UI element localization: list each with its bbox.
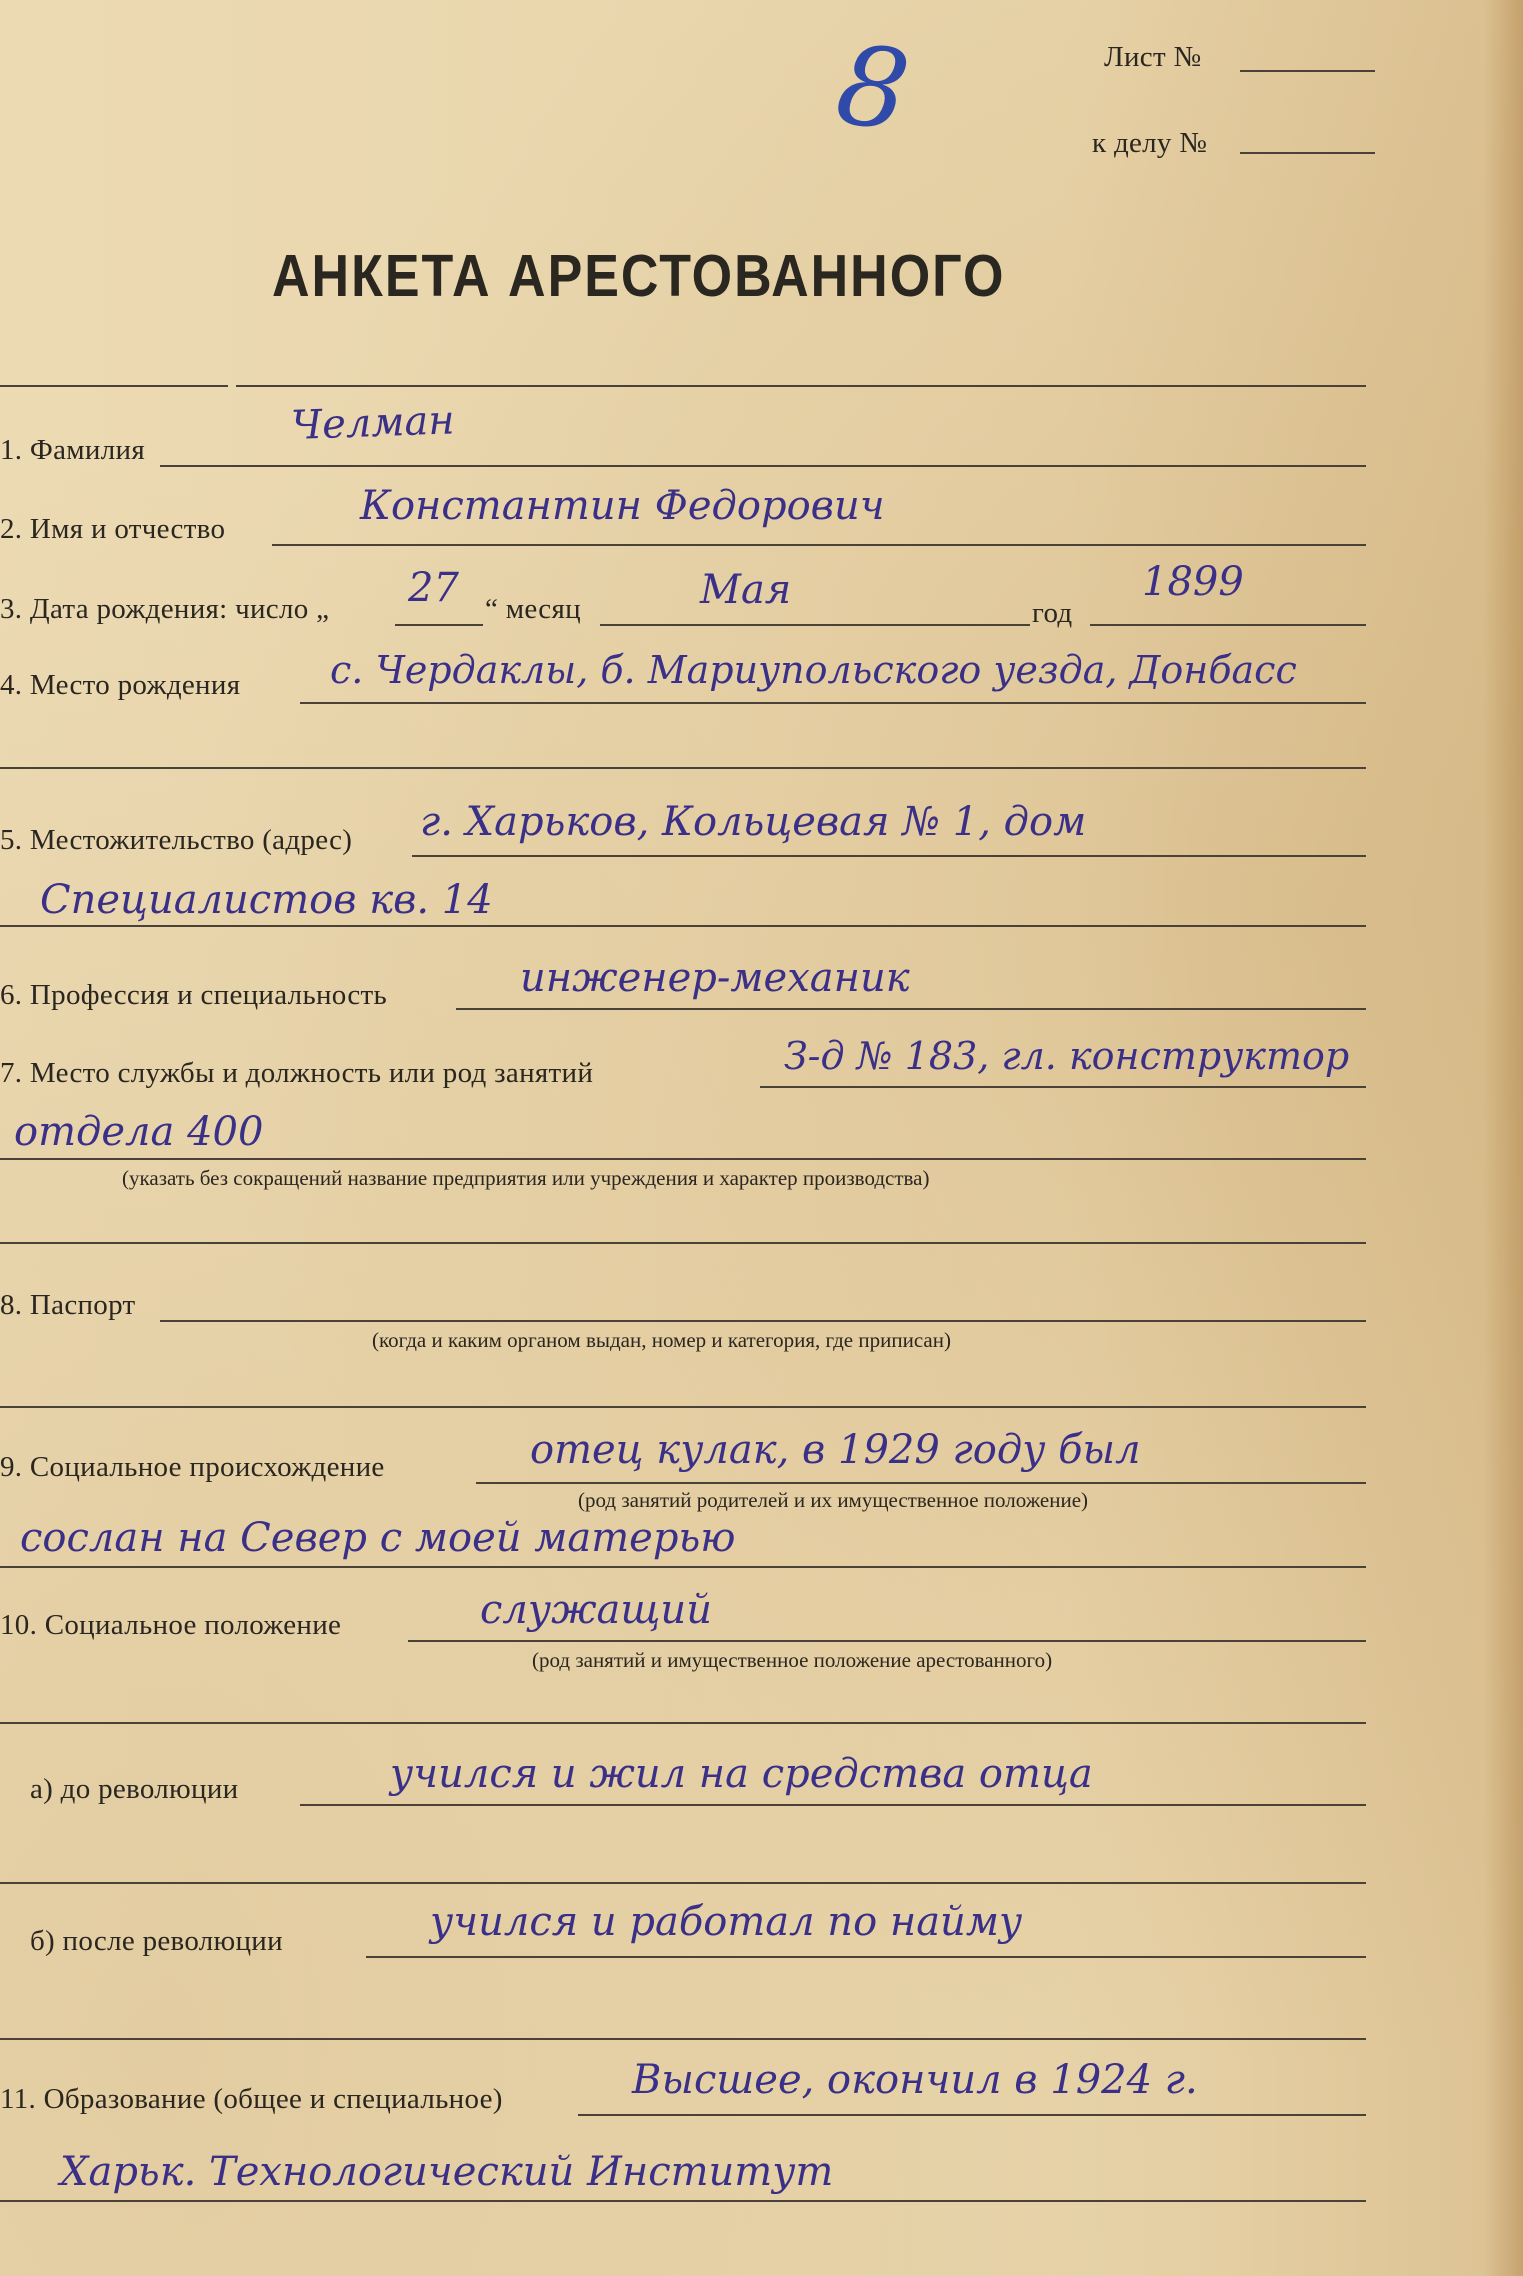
case-label: к делу №	[1092, 127, 1208, 159]
field-9-hint: (род занятий родителей и их имущественное положение)	[578, 1488, 1089, 1512]
field-10a-line	[300, 1804, 1366, 1806]
field-6-line	[456, 1008, 1366, 1010]
field-6-label: 6. Профессия и специальность	[0, 979, 387, 1011]
field-8-line-2	[0, 1406, 1366, 1408]
field-3-day-value: 27	[408, 565, 459, 611]
field-4-line	[300, 702, 1366, 704]
field-5-value-1: г. Харьков, Кольцевая № 1, дом	[420, 799, 1087, 845]
field-5-value-2: Специалистов кв. 14	[40, 877, 493, 923]
sheet-number-line	[1240, 70, 1375, 72]
case-number-line	[1240, 152, 1375, 154]
paper-edge-shadow	[1483, 0, 1523, 2276]
rule	[236, 385, 1366, 387]
field-7-line-2	[0, 1158, 1366, 1160]
field-9-label: 9. Социальное происхождение	[0, 1451, 385, 1483]
field-4-line-2	[0, 767, 1366, 769]
field-8-hint: (когда и каким органом выдан, номер и категория, где приписан)	[372, 1328, 951, 1352]
field-3-month-value: Мая	[700, 567, 792, 613]
field-3-day-line	[395, 624, 483, 626]
field-11-label: 11. Образование (общее и специальное)	[0, 2083, 503, 2115]
field-10b-line	[366, 1956, 1366, 1958]
field-7-label: 7. Место службы и должность или род занятий	[0, 1057, 594, 1089]
field-11-value-1: Высшее, окончил в 1924 г.	[632, 2057, 1198, 2103]
field-9-value-2: сослан на Север с моей матерью	[20, 1515, 736, 1561]
field-9-value-1: отец кулак, в 1929 году был	[530, 1427, 1141, 1473]
field-10-line-2	[0, 1722, 1366, 1724]
field-10-hint: (род занятий и имущественное положение арестованного)	[532, 1648, 1053, 1672]
field-10b-line-2	[0, 2038, 1366, 2040]
field-11-value-2: Харьк. Технологический Институт	[60, 2149, 834, 2195]
rule	[0, 385, 228, 387]
field-2-line	[272, 544, 1366, 546]
field-6-value: инженер-механик	[520, 955, 910, 1001]
field-3-year-label: год	[1032, 597, 1073, 629]
field-5-label: 5. Местожительство (адрес)	[0, 824, 353, 856]
field-7-line	[760, 1086, 1366, 1088]
field-8-line	[160, 1320, 1366, 1322]
field-11-line	[578, 2114, 1366, 2116]
field-4-value: с. Чердаклы, б. Мариупольского уезда, Донбасс	[330, 648, 1297, 692]
page-title: АНКЕТА АРЕСТОВАННОГО	[272, 243, 1006, 310]
field-10a-line-2	[0, 1882, 1366, 1884]
handwritten-sheet-number: 8	[829, 19, 917, 157]
field-3-year-value: 1899	[1142, 559, 1244, 605]
field-2-value: Константин Федорович	[360, 483, 885, 529]
field-5-line-2	[0, 925, 1366, 927]
field-9-line	[476, 1482, 1366, 1484]
field-9-line-2	[0, 1566, 1366, 1568]
field-10a-value: учился и жил на средства отца	[390, 1751, 1093, 1797]
field-10a-label: а) до революции	[30, 1773, 239, 1805]
field-1-value: Челман	[290, 397, 456, 449]
field-7-value-2: отдела 400	[14, 1109, 264, 1155]
field-3-month-line	[600, 624, 1030, 626]
field-4-label: 4. Место рождения	[0, 669, 241, 701]
field-1-line	[160, 465, 1366, 467]
field-5-line	[412, 855, 1366, 857]
field-10b-label: б) после революции	[30, 1925, 283, 1957]
field-7-value-1: З-д № 183, гл. конструктор	[784, 1034, 1350, 1078]
field-3-year-line	[1090, 624, 1366, 626]
field-3-month-label: “ месяц	[485, 593, 581, 625]
sheet-label: Лист №	[1104, 41, 1202, 73]
field-11-line-2	[0, 2200, 1366, 2202]
field-7-hint: (указать без сокращений название предприятия или учреждения и характер производства)	[122, 1166, 930, 1190]
field-10-label: 10. Социальное положение	[0, 1609, 342, 1641]
field-10b-value: учился и работал по найму	[430, 1899, 1023, 1945]
field-10-line	[408, 1640, 1366, 1642]
field-8-label: 8. Паспорт	[0, 1289, 136, 1321]
field-1-label: 1. Фамилия	[0, 434, 145, 466]
field-2-label: 2. Имя и отчество	[0, 513, 226, 545]
field-7-line-3	[0, 1242, 1366, 1244]
field-10-value: служащий	[480, 1587, 712, 1633]
field-3-label: 3. Дата рождения: число „	[0, 593, 330, 625]
